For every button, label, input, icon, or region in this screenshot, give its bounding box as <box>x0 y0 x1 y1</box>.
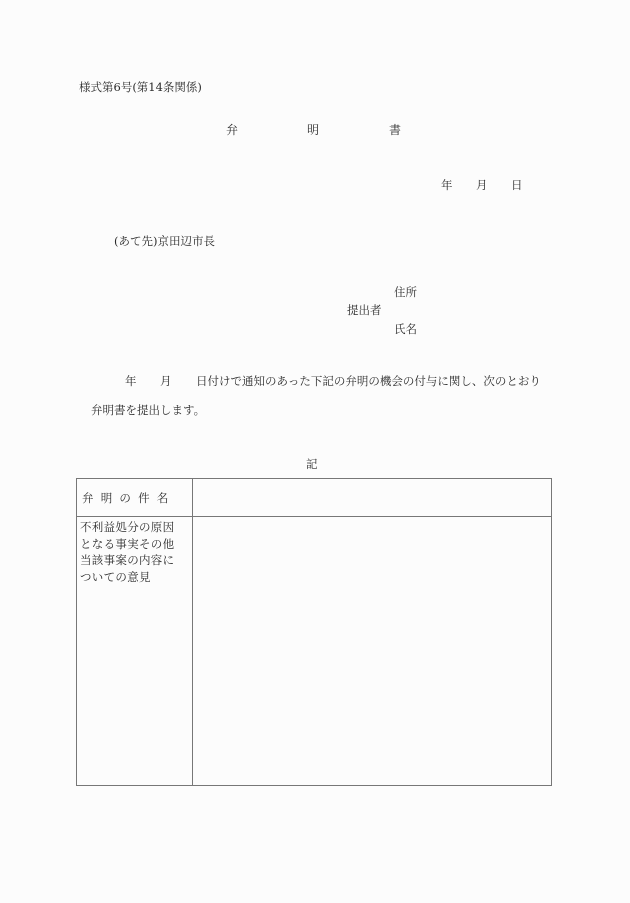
addressee: (あて先)京田辺市長 <box>114 234 215 248</box>
body-line-2: 弁明書を提出します。 <box>91 403 206 417</box>
record-heading: 記 <box>306 457 318 471</box>
title-char-2: 明 <box>307 123 320 137</box>
name-label: 氏名 <box>394 322 417 336</box>
record-table <box>76 478 552 786</box>
table-row-case-name <box>77 479 552 517</box>
opinion-label-line-3: 当該事案の内容に <box>80 553 175 567</box>
date-year-label: 年 <box>441 178 453 192</box>
body-line-1-text: 日付けで通知のあった下記の弁明の機会の付与に関し、次のとおり <box>196 374 541 388</box>
table-row-opinion <box>77 517 552 786</box>
opinion-label-line-2: となる事実その他 <box>80 536 175 551</box>
body-year-label: 年 <box>125 374 137 388</box>
date-month-label: 月 <box>476 178 488 192</box>
title-char-3: 書 <box>389 123 402 137</box>
form-number: 様式第6号(第14条関係) <box>79 80 202 94</box>
opinion-label-line-1: 不利益処分の原因 <box>80 520 175 534</box>
case-name-label: 弁明の件名 <box>77 479 193 517</box>
address-label: 住所 <box>394 285 417 299</box>
body-month-label: 月 <box>160 374 172 388</box>
document-title <box>0 124 630 140</box>
opinion-field[interactable] <box>193 517 552 786</box>
opinion-label-line-4: ついての意見 <box>80 569 151 584</box>
submitter-label: 提出者 <box>347 303 382 317</box>
date-day-label: 日 <box>511 178 523 192</box>
title-char-1: 弁 <box>226 123 239 137</box>
case-name-field[interactable] <box>193 479 552 517</box>
opinion-label <box>77 517 193 786</box>
